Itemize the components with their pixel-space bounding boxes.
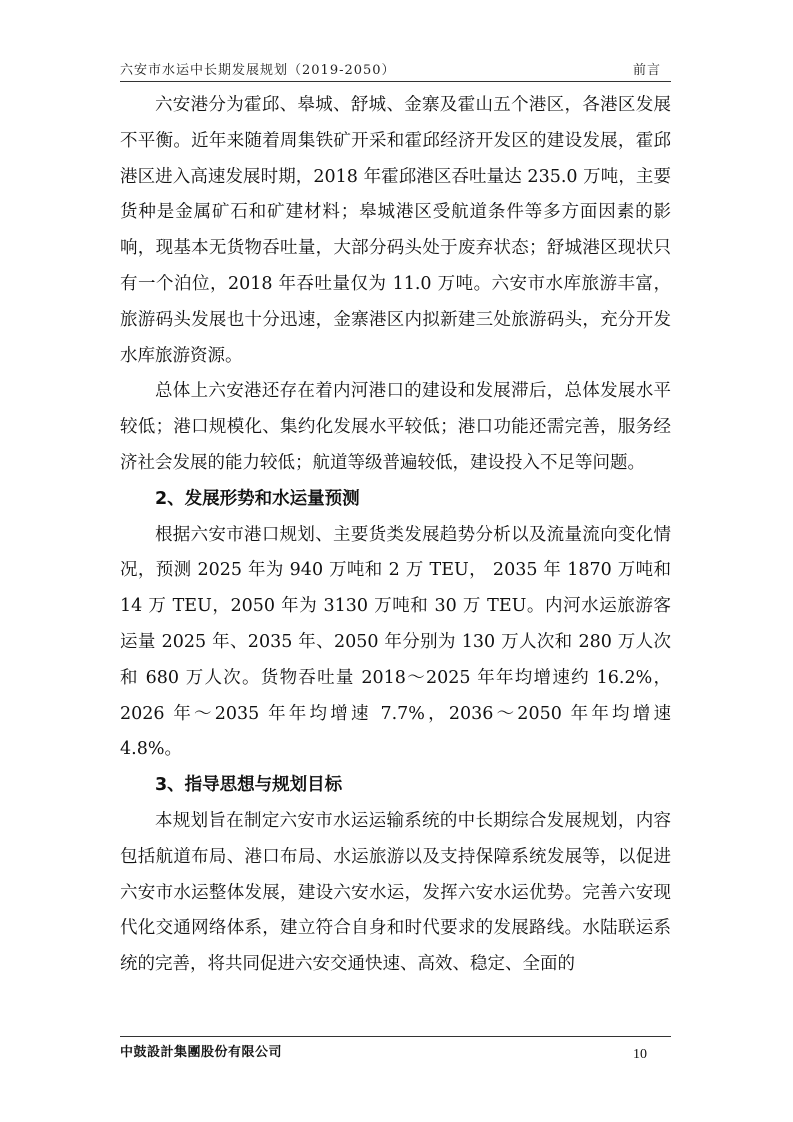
document-title: 六安市水运中长期发展规划（2019-2050） — [120, 63, 396, 78]
paragraph-forecast: 根据六安市港口规划、主要货类发展趋势分析以及流量流向变化情况，预测 2025 年为 940 万吨和 2 万 TEU， 2035 年 1870 万吨和 14 万 TEU，2050 年为 3130 万吨和 30 万 TEU。内河水运旅游客运量 2025 年、2035 年、2050 年分别为 130 万人次和 280 万人次和 680 万人次。货物吞吐量 2018～2025 年年均增速约 16.2%，2026 年～2035 年年均增速 7.7%，2036～2050 年年均增速 4.8%。 — [120, 524, 671, 760]
paragraph-port-overview: 六安港分为霍邱、皋城、舒城、金寨及霍山五个港区，各港区发展不平衡。近年来随着周集铁矿开采和霍邱经济开发区的建设发展，霍邱港区进入高速发展时期，2018 年霍邱港区吞吐量达 235.0 万吨，主要货种是金属矿石和矿建材料；皋城港区受航道条件等多方面因素的影响，现基本无货物吞吐量，大部分码头处于废弃状态；舒城港区现状只有一个泊位，2018 年吞吐量仅为 11.0 万吨。六安市水库旅游丰富，旅游码头发展也十分迅速，金寨港区内拟新建三处旅游码头，充分开发水库旅游资源。 — [120, 95, 671, 366]
section-heading-guidance: 3、指导思想与规划目标 — [155, 775, 343, 796]
paragraph-guidance: 本规划旨在制定六安市水运运输系统的中长期综合发展规划，内容包括航道布局、港口布局、水运旅游以及支持保障系统发展等，以促进六安市水运整体发展，建设六安水运，发挥六安水运优势。完善六安现代化交通网络体系，建立符合自身和时代要求的发展路线。水陆联运系统的完善，将共同促进六安交通快速、高效、稳定、全面的 — [120, 810, 671, 975]
page-number: 10 — [633, 1047, 647, 1062]
paragraph-port-problems: 总体上六安港还存在着内河港口的建设和发展滞后，总体发展水平较低；港口规模化、集约化发展水平较低；港口功能还需完善，服务经济社会发展的能力较低；航道等级普遍较低，建设投入不足等问题。 — [120, 381, 671, 473]
section-label: 前言 — [632, 63, 661, 78]
page-header — [120, 55, 671, 82]
page-content — [120, 88, 671, 983]
company-name: 中鼓設計集團股份有限公司 — [120, 1045, 283, 1060]
page-footer — [120, 1036, 671, 1067]
section-heading-forecast: 2、发展形势和水运量预测 — [155, 488, 360, 509]
